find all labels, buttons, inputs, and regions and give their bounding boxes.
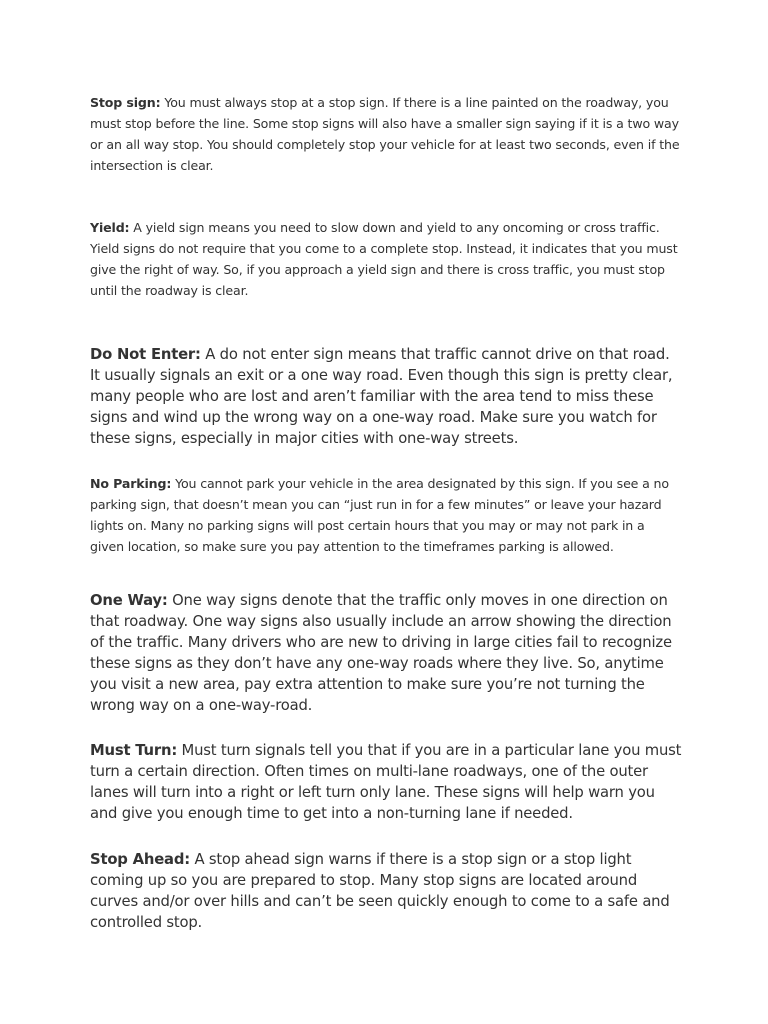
description-do-not-enter: A do not enter sign means that traffic cannot drive on that road. It usually signals an exit or a one way road. Even though this sign is pretty clear, many people who are lost and aren’t familiar with the area tend to miss these signs and wind up the wrong way on a one-way road. Make sure you watch for these signs, especially in major cities with one-way streets. (90, 346, 673, 447)
term-no-parking: No Parking: (90, 476, 172, 491)
term-stop-sign: Stop sign: (90, 95, 161, 110)
paragraph-stop-sign (90, 92, 682, 176)
description-stop-sign: You must always stop at a stop sign. If there is a line painted on the roadway, you must stop before the line. Some stop signs will also have a smaller sign saying if it is a two way or an all way stop. You should completely stop your vehicle for at least two seconds, even if the intersection is clear. (90, 95, 680, 173)
description-yield: A yield sign means you need to slow down and yield to any oncoming or cross traffic. Yield signs do not require that you come to a complete stop. Instead, it indicates that you must give the right of way. So, if you approach a yield sign and there is cross traffic, you must stop until the roadway is clear. (90, 220, 678, 298)
description-one-way: One way signs denote that the traffic only moves in one direction on that roadway. One way signs also usually include an arrow showing the direction of the traffic. Many drivers who are new to driving in large cities fail to recognize these signs as they don’t have any one-way roads where they live. So, anytime you visit a new area, pay extra attention to make sure you’re not turning the wrong way on a one-way-road. (90, 592, 672, 714)
term-one-way: One Way: (90, 592, 168, 609)
description-stop-ahead: A stop ahead sign warns if there is a stop sign or a stop light coming up so you are prepared to stop. Many stop signs are located around curves and/or over hills and can’t be seen quickly enough to come to a safe and controlled stop. (90, 851, 670, 931)
paragraph-yield (90, 217, 682, 301)
paragraph-one-way (90, 590, 682, 716)
description-no-parking: You cannot park your vehicle in the area designated by this sign. If you see a no parking sign, that doesn’t mean you can “just run in for a few minutes” or leave your hazard lights on. Many no parking signs will post certain hours that you may or may not park in a given location, so make sure you pay attention to the timeframes parking is allowed. (90, 476, 669, 554)
term-yield: Yield: (90, 220, 130, 235)
paragraph-stop-ahead (90, 849, 682, 933)
term-stop-ahead: Stop Ahead: (90, 851, 190, 868)
paragraph-do-not-enter (90, 344, 682, 449)
paragraph-must-turn (90, 740, 682, 824)
term-must-turn: Must Turn: (90, 742, 178, 759)
description-must-turn: Must turn signals tell you that if you are in a particular lane you must turn a certain direction. Often times on multi-lane roadways, one of the outer lanes will turn into a right or left turn only lane. These signs will help warn you and give you enough time to get into a non-turning lane if needed. (90, 742, 682, 822)
paragraph-no-parking (90, 473, 682, 557)
term-do-not-enter: Do Not Enter: (90, 346, 201, 363)
